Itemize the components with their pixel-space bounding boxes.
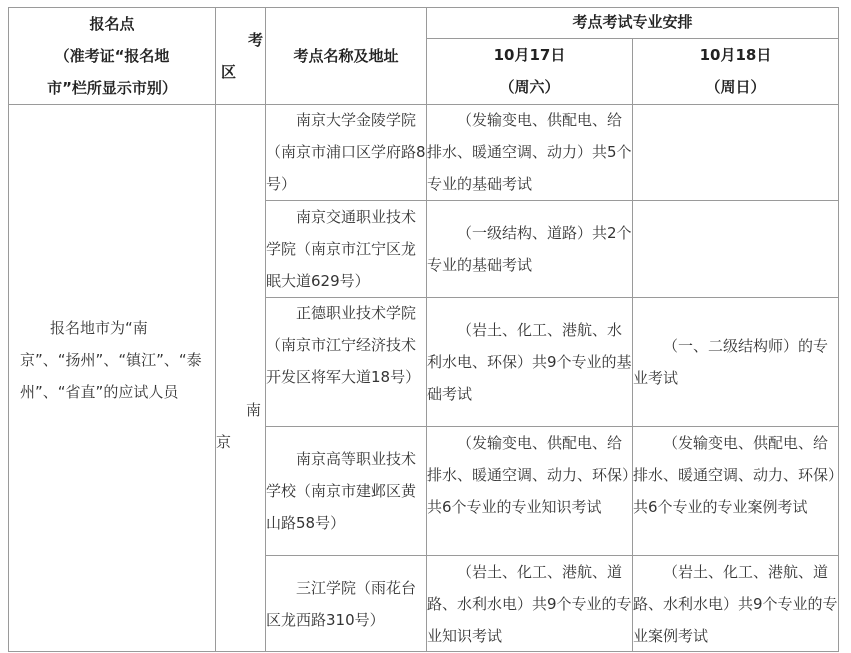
header-registration-point [12,8,212,104]
header-line: 报名点 [89,15,135,33]
column-divider [215,7,216,652]
header-district-char: 考 [247,31,263,49]
day1-weekday: （周六） [499,78,560,96]
header-district-char: 区 [221,63,237,81]
day1-cell: （发输变电、供配电、给排水、暖通空调、动力、环保）共6个专业的专业知识考试 [427,434,630,516]
day1-cell: （一级结构、道路）共2个专业的基础考试 [427,224,632,274]
table-border-right [838,7,839,652]
header-district [217,24,263,88]
header-schedule-label: 考点考试专业安排 [572,13,693,31]
venue-cell: 南京高等职业技术学校（南京市建邺区黄山路58号） [266,450,417,532]
day1-date: 10月17日 [493,46,566,64]
district-name-part1: 南 [246,401,262,419]
header-venue [267,40,425,72]
header-line: （准考证“报名地 [54,47,170,65]
day1-cell: （岩土、化工、港航、道路、水利水电）共9个专业的专业知识考试 [427,563,632,645]
table-border-left [8,7,9,652]
day1-cell: （岩土、化工、港航、水利水电、环保）共9个专业的基础考试 [427,321,632,403]
day2-cell: （一、二级结构师）的专业考试 [633,337,829,387]
district-name-part2: 京 [216,433,232,451]
applicants-text: 报名地市为“南京”、“扬州”、“镇江”、“泰州”、“省直”的应试人员 [20,319,202,401]
venue-cell: 南京大学金陵学院（南京市浦口区学府路8号） [266,111,426,193]
day2-weekday: （周日） [705,78,766,96]
venue-cell: 三江学院（雨花台区龙西路310号） [266,579,417,629]
day1-cell: （发输变电、供配电、给排水、暖通空调、动力）共5个专业的基础考试 [427,111,632,193]
day2-cell: （岩土、化工、港航、道路、水利水电）共9个专业的专业案例考试 [633,563,838,645]
day2-cell: （发输变电、供配电、给排水、暖通空调、动力、环保）共6个专业的专业案例考试 [633,434,836,516]
header-day1 [427,39,632,103]
applicants-cell [20,312,202,408]
venue-cell: 南京交通职业技术学院（南京市江宁区龙眠大道629号） [266,208,417,290]
header-venue-label: 考点名称及地址 [293,47,399,65]
venue-cell: 正德职业技术学院（南京市江宁经济技术开发区将军大道18号） [266,304,421,386]
header-line: 市”栏所显示市别） [47,79,177,97]
day2-date: 10月18日 [699,46,772,64]
header-day2 [633,39,838,103]
header-schedule [427,6,838,38]
